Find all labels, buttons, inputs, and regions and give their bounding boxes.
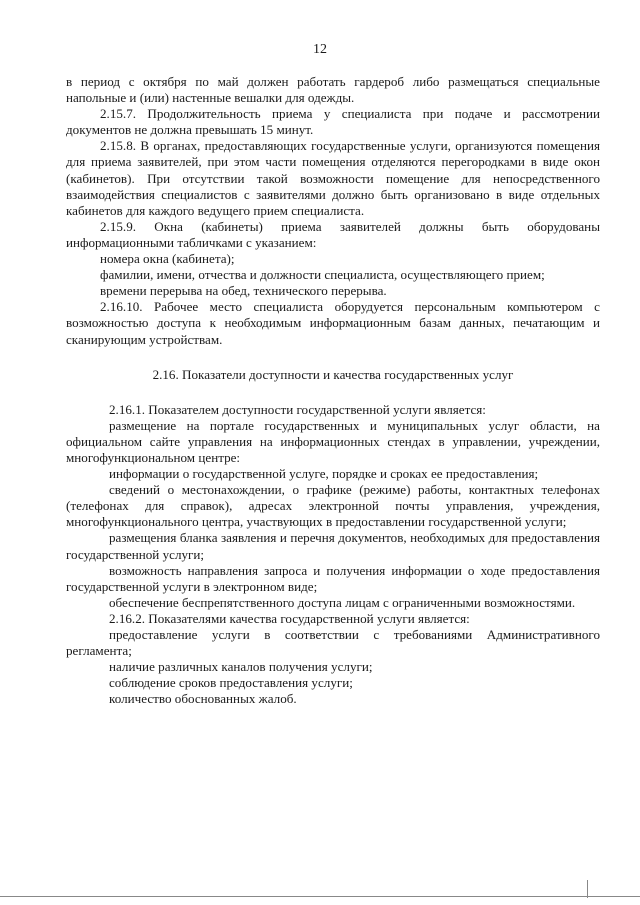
paragraph: размещение на портале государственных и муниципальных услуг области, на официальном сайте управления на информационных стендах в управлении, учреждении, многофункциональном центре: <box>66 417 600 465</box>
list-item: времени перерыва на обед, технического перерыва. <box>100 283 387 299</box>
document-body <box>66 74 600 707</box>
paragraph: 2.16.10. Рабочее место специалиста оборудуется персональным компьютером с возможностью доступа к необходимым информационным базам данных, печатающим и сканирующим устройствам. <box>66 299 600 347</box>
list-item: обеспечение беспрепятственного доступа лицам с ограниченными возможностями. <box>109 594 576 610</box>
list-item: наличие различных каналов получения услуги; <box>109 659 373 675</box>
page-number: 12 <box>313 42 327 57</box>
paragraph: 2.15.8. В органах, предоставляющих государственные услуги, организуются помещения для приема заявителей, при этом части помещения отделяются перегородками в виде окон (кабинетов). При отсутствии такой возможности помещение для непосредственного взаимодействия специалистов с заявителями должно быть организовано в виде отдельных кабинетов для каждого ведущего прием специалиста. <box>66 138 600 218</box>
scan-edge-line <box>0 896 640 897</box>
list-item: информации о государственной услуге, порядке и сроках ее предоставления; <box>109 466 539 482</box>
paragraph: 2.16.1. Показателем доступности государственной услуги является: <box>109 401 486 417</box>
list-item: сведений о местонахождении, о графике (режиме) работы, контактных телефонах (телефонах для справок), адресах электронной почты управления, учреждения, многофункционального центра, участвующих в предоставлении государственной услуги; <box>66 482 600 530</box>
list-item: возможность направления запроса и получения информации о ходе предоставления государственной услуги в электронном виде; <box>66 562 600 594</box>
list-item: номера окна (кабинета); <box>100 251 235 267</box>
paragraph: 2.15.7. Продолжительность приема у специалиста при подаче и рассмотрении документов не должна превышать 15 минут. <box>66 106 600 138</box>
paragraph: в период с октября по май должен работать гардероб либо размещаться специальные напольные и (или) настенные вешалки для одежды. <box>66 74 600 106</box>
section-heading: 2.16. Показатели доступности и качества государственных услуг <box>152 366 514 382</box>
paragraph: 2.15.9. Окна (кабинеты) приема заявителей должны быть оборудованы информационными табличками с указанием: <box>66 218 600 250</box>
list-item: размещения бланка заявления и перечня документов, необходимых для предоставления государственной услуги; <box>66 530 600 562</box>
list-item: количество обоснованных жалоб. <box>109 691 297 707</box>
list-item: соблюдение сроков предоставления услуги; <box>109 675 353 691</box>
paragraph: 2.16.2. Показателями качества государственной услуги является: <box>109 610 470 626</box>
list-item: фамилии, имени, отчества и должности специалиста, осуществляющего прием; <box>100 267 545 283</box>
list-item: предоставление услуги в соответствии с требованиями Административного регламента; <box>66 627 600 659</box>
